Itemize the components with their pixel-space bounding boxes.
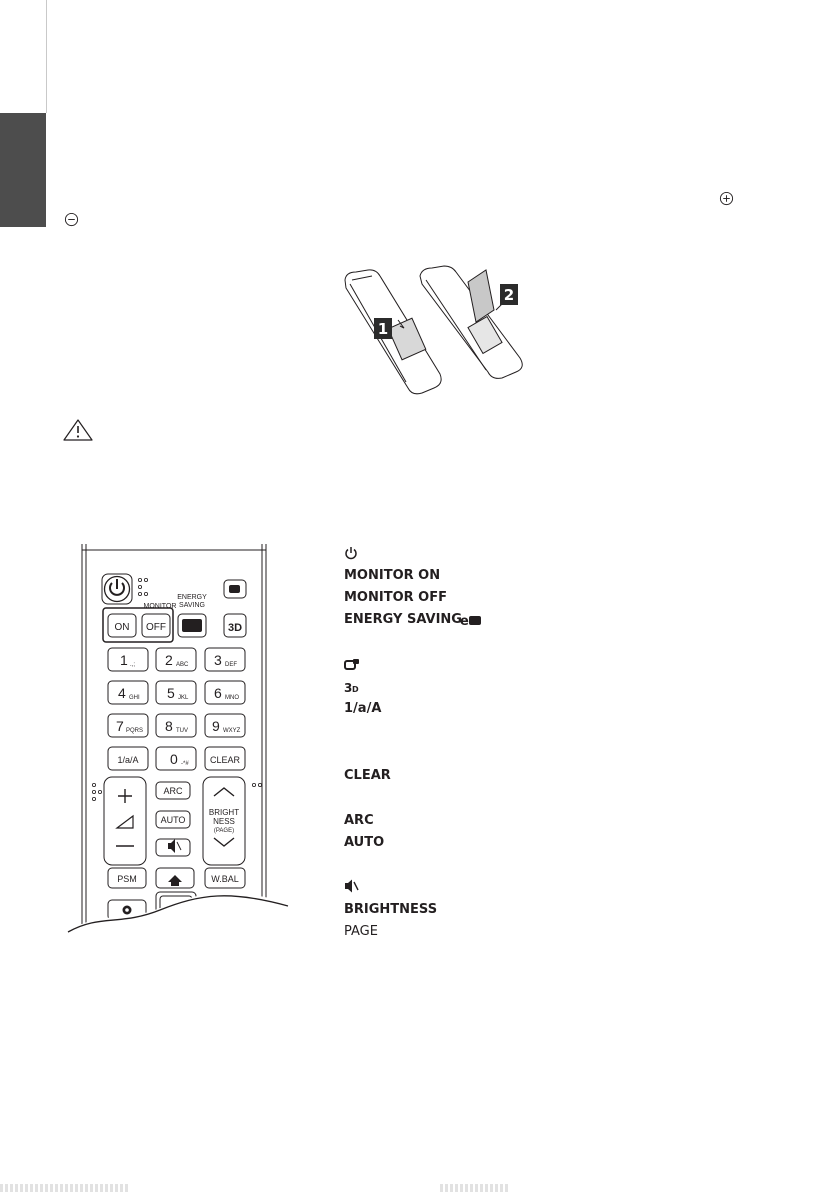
svg-text:D: D xyxy=(352,685,359,694)
legend-monitor-off: MONITOR OFF xyxy=(344,590,447,605)
key-1-sub: .,; xyxy=(130,662,136,668)
key-saving-caption: SAVING xyxy=(179,602,205,609)
key-1: 1 xyxy=(120,652,128,668)
key-monitor-caption: MONITOR xyxy=(143,603,177,610)
key-3d: 3D xyxy=(227,622,243,634)
key-page: (PAGE) xyxy=(213,828,235,834)
key-0-sub: -*# xyxy=(181,761,189,767)
mute-icon xyxy=(344,879,360,893)
key-psm: PSM xyxy=(117,874,137,884)
battery-plus-icon xyxy=(719,191,734,206)
key-energy-caption: ENERGY xyxy=(177,594,207,601)
legend-brightness: BRIGHTNESS xyxy=(344,902,438,917)
input-icon xyxy=(344,658,360,671)
key-6-sub: MNO xyxy=(225,695,239,701)
key-1aA: 1/a/A xyxy=(117,755,139,765)
key-2: 2 xyxy=(165,652,173,668)
key-off: OFF xyxy=(146,622,166,633)
key-bright: BRIGHT xyxy=(208,808,240,817)
key-4: 4 xyxy=(118,685,126,701)
language-side-tab xyxy=(0,113,46,227)
svg-text:3: 3 xyxy=(344,681,353,694)
key-8: 8 xyxy=(165,718,173,734)
legend-arc: ARC xyxy=(344,813,374,828)
key-5: 5 xyxy=(167,685,175,701)
key-7-sub: PQRS xyxy=(126,728,144,734)
key-2-sub: ABC xyxy=(176,662,189,668)
key-9: 9 xyxy=(212,718,220,734)
key-8-sub: TUV xyxy=(176,728,188,734)
footer-faint-text-mid xyxy=(440,1184,510,1192)
key-5-sub: JKL xyxy=(178,695,189,701)
page-margin-line xyxy=(46,0,47,113)
svg-text:e: e xyxy=(460,614,469,627)
legend-auto: AUTO xyxy=(344,835,385,850)
caution-icon xyxy=(62,418,94,442)
step-2-label: 2 xyxy=(503,286,515,304)
energy-saving-icon xyxy=(460,613,482,627)
remote-control-illustration xyxy=(60,542,294,944)
battery-minus-icon xyxy=(64,212,79,227)
key-ness: NESS xyxy=(213,817,235,826)
key-wbal: W.BAL xyxy=(211,874,239,884)
power-icon xyxy=(344,546,358,560)
step-1-label: 1 xyxy=(377,320,389,338)
legend-clear: CLEAR xyxy=(344,768,391,783)
footer-faint-text-left xyxy=(0,1184,130,1192)
key-auto: AUTO xyxy=(160,815,186,825)
battery-cover-illustration xyxy=(336,262,528,402)
key-9-sub: WXYZ xyxy=(223,728,241,734)
key-7: 7 xyxy=(116,718,124,734)
key-0: 0 xyxy=(170,751,178,767)
legend-energy-saving: ENERGY SAVING xyxy=(344,612,462,627)
key-on: ON xyxy=(114,622,130,633)
key-arc: ARC xyxy=(163,786,183,796)
legend-1aA: 1/a/A xyxy=(344,701,382,716)
legend-page: PAGE xyxy=(344,924,378,939)
3D-icon xyxy=(344,681,362,694)
key-clear: CLEAR xyxy=(209,755,241,765)
legend-monitor-on: MONITOR ON xyxy=(344,568,441,583)
key-6: 6 xyxy=(214,685,222,701)
key-3-sub: DEF xyxy=(225,662,237,668)
key-4-sub: GHI xyxy=(129,695,140,701)
key-3: 3 xyxy=(214,652,222,668)
